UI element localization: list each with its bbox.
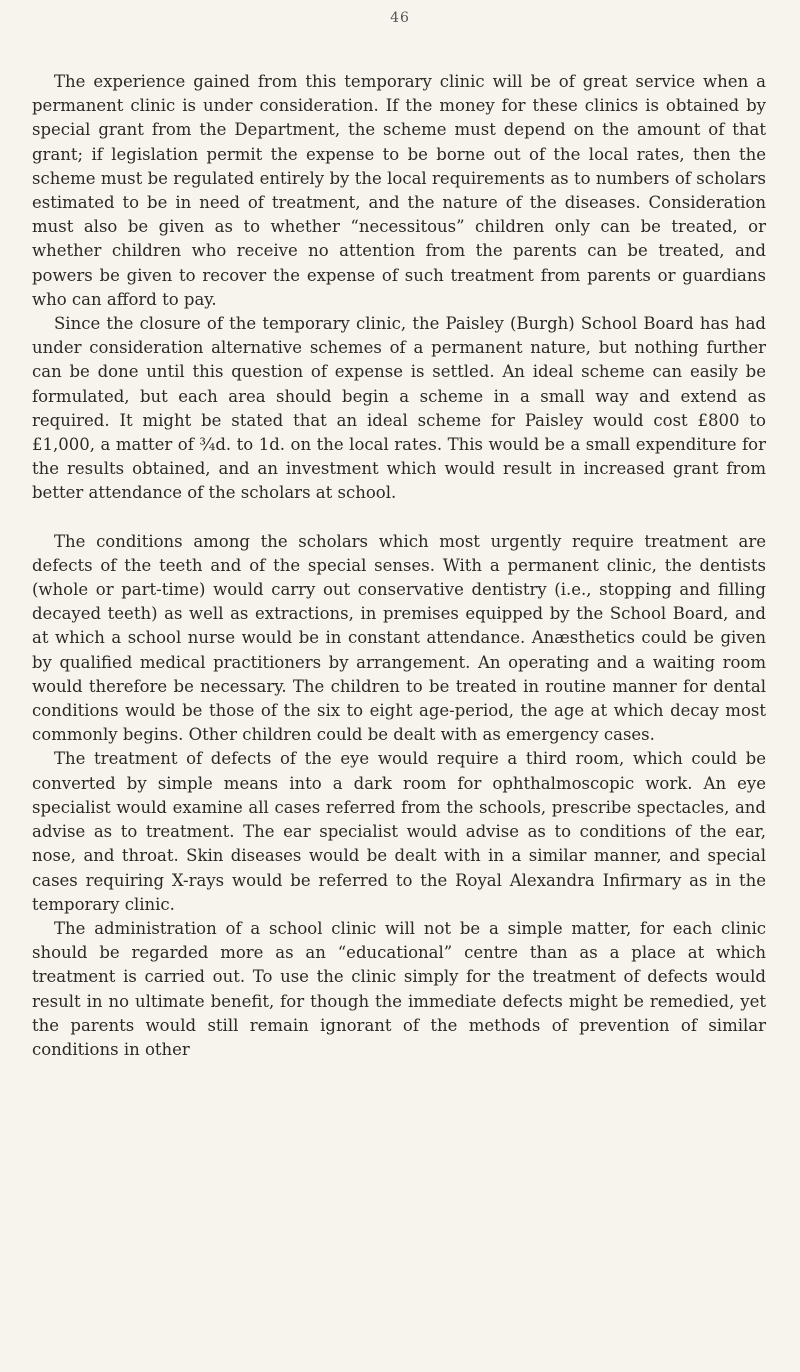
page-number: 46 <box>390 10 410 26</box>
paragraph-permanent-schemes: Since the closure of the temporary clinic, the Paisley (Burgh) School Board has had under consideration alternative schemes of a permanent nature, but nothing further can be done until this question of expense is settled. An ideal scheme can easily be formulated, but each area should begin a scheme in a small way and extend as required. It might be stated that an ideal scheme for Paisley would cost £800 to £1,000, a matter of ¾d. to 1d. on the local rates. This would be a small expenditure for the results obtained, and an investment which would result in increased grant from better attendance of the scholars at school. <box>32 314 766 503</box>
paragraph-temporary-clinic-experience: The experience gained from this temporary clinic will be of great service when a permanent clinic is under consideration. If the money for these clinics is obtained by special grant from the Department, the scheme must depend on the amount of that grant; if legislation permit the expense to be borne out of the local rates, then the scheme must be regulated entirely by the local requirements as to numbers of scholars estimated to be in need of treatment, and the nature of the diseases. Consideration must also be given as to whether “necessitous” children only can be treated, or whether children who receive no attention from the parents can be treated, and powers be given to recover the expense of such treatment from parents or guardians who can afford to pay. <box>32 72 766 309</box>
body-text <box>32 70 766 1062</box>
paragraph-eye-ear-skin-treatment: The treatment of defects of the eye would require a third room, which could be converted by simple means into a dark room for ophthalmoscopic work. An eye specialist would examine all cases referred from the schools, prescribe spectacles, and advise as to treatment. The ear specialist would advise as to conditions of the ear, nose, and throat. Skin diseases would be dealt with in a similar manner, and special cases requiring X-rays would be referred to the Royal Alexandra Infirmary as in the temporary clinic. <box>32 749 766 914</box>
paragraph-dental-treatment: The conditions among the scholars which most urgently require treatment are defects of the teeth and of the special senses. With a permanent clinic, the dentists (whole or part-time) would carry out conservative dentistry (i.e., stopping and filling decayed teeth) as well as extractions, in premises equipped by the School Board, and at which a school nurse would be in constant attendance. Anæsthetics could be given by qualified medical practitioners by arrangement. An operating and a waiting room would therefore be necessary. The children to be treated in routine manner for dental conditions would be those of the six to eight age-period, the age at which decay most commonly begins. Other children could be dealt with as emergency cases. <box>32 531 766 745</box>
paragraph-clinic-administration: The administration of a school clinic will not be a simple matter, for each clinic should be regarded more as an “educational” centre than as a place at which treatment is carried out. To use the clinic simply for the treatment of defects would result in no ultimate benefit, for though the immediate defects might be remedied, yet the parents would still remain ignorant of the methods of prevention of similar conditions in other <box>32 918 766 1059</box>
